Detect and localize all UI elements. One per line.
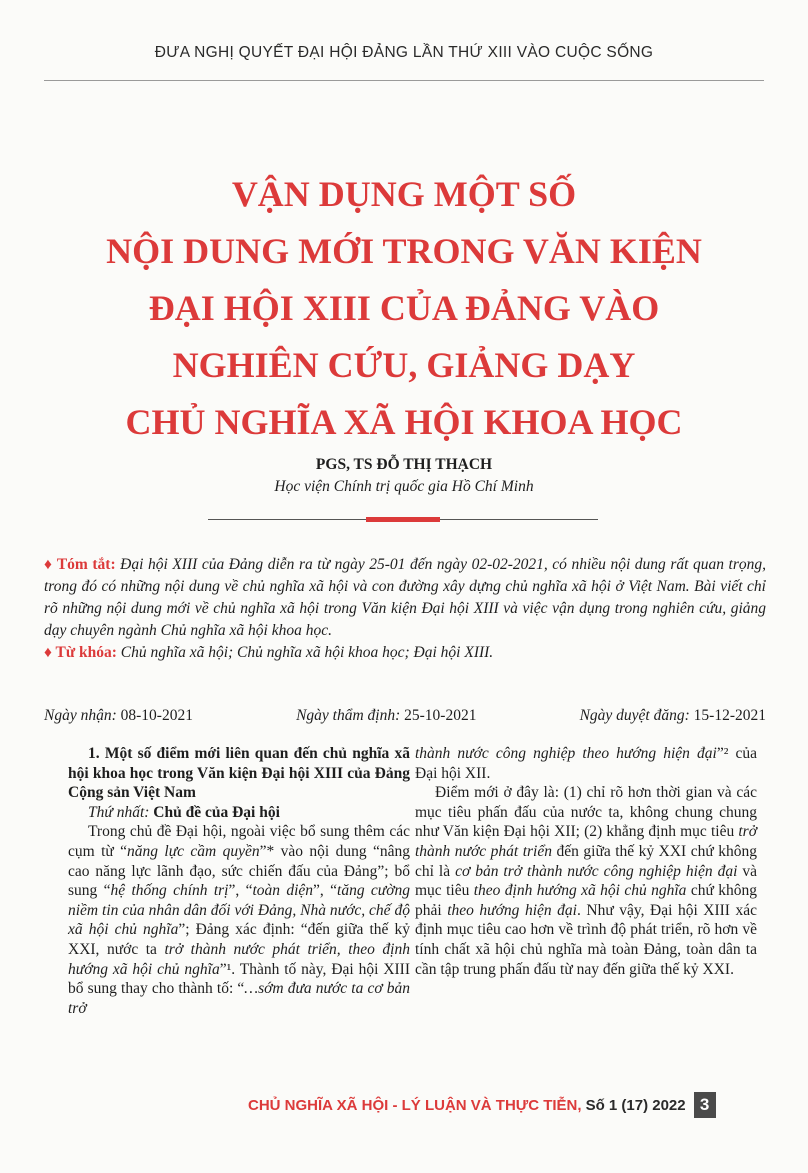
title-line: NỘI DUNG MỚI TRONG VĂN KIỆN — [106, 231, 702, 271]
title-line: NGHIÊN CỨU, GIẢNG DẠY — [172, 345, 636, 385]
accepted-date: Ngày duyệt đăng: 15-12-2021 — [579, 707, 766, 724]
page-number-badge: 3 — [694, 1092, 716, 1118]
abstract-paragraph — [44, 554, 766, 642]
abstract-text: Đại hội XIII của Đảng diễn ra từ ngày 25-01 đến ngày 02-02-2021, có nhiều nội dung rất quan trọng, trong đó có những nội dung về chủ nghĩa xã hội và con đường xây dựng chủ nghĩa xã hội ở Việt Nam. Bài viết chỉ rõ những nội dung mới về chủ nghĩa xã hội trong Văn kiện Đại hội XIII và việc vận dụng trong nghiên cứu, giảng dạy chuyên ngành Chủ nghĩa xã hội khoa học. — [44, 556, 766, 639]
page-footer — [248, 1092, 716, 1118]
section-heading: 1. Một số điểm mới liên quan đến chủ nghĩa xã hội khoa học trong Văn kiện Đại hội XIII của Đảng Cộng sản Việt Nam — [68, 745, 410, 802]
subsection-heading: Thứ nhất: Chủ đề của Đại hội — [88, 803, 280, 821]
reviewed-date: Ngày thẩm định: 25-10-2021 — [296, 707, 477, 724]
title-line: CHỦ NGHĨA XÃ HỘI KHOA HỌC — [125, 402, 683, 442]
body-column-right — [415, 744, 757, 979]
received-date: Ngày nhận: 08-10-2021 — [44, 707, 193, 724]
running-header: ĐƯA NGHỊ QUYẾT ĐẠI HỘI ĐẢNG LẦN THỨ XIII VÀO CUỘC SỐNG — [154, 44, 654, 61]
body-paragraph: Điểm mới ở đây là: (1) chỉ rõ hơn thời gian và các mục tiêu phấn đấu của nước ta, không chung chung như Văn kiện Đại hội XII; (2) khẳng định mục tiêu trở thành nước phát triển đến giữa thế kỷ XXI chứ không chỉ là cơ bản trở thành nước công nghiệp hiện đại và mục tiêu theo định hướng xã hội chủ nghĩa chứ không phải theo hướng hiện đại. Như vậy, Đại hội XIII xác định mục tiêu cao hơn về trình độ phát triển, rõ hơn về tính chất xã hội chủ nghĩa mà toàn Đảng, toàn dân ta cần tập trung phấn đấu từ nay đến giữa thế kỷ XXI. — [415, 784, 757, 978]
keywords-label: ♦ Từ khóa: — [44, 644, 117, 661]
journal-name: CHỦ NGHĨA XÃ HỘI - LÝ LUẬN VÀ THỰC TIỄN, — [248, 1096, 582, 1114]
body-paragraph: Trong chủ đề Đại hội, ngoài việc bổ sung thêm các cụm từ “năng lực cầm quyền”* vào nội dung “nâng cao năng lực lãnh đạo, sức chiến đấu của Đảng”; bổ sung “hệ thống chính trị”, “toàn diện”, “tăng cường niềm tin của nhân dân đối với Đảng, Nhà nước, chế độ xã hội chủ nghĩa”; Đảng xác định: “đến giữa thế kỷ XXI, nước ta trở thành nước phát triển, theo định hướng xã hội chủ nghĩa”¹. Thành tố này, Đại hội XIII bổ sung thay cho thành tố: “…sớm đưa nước ta cơ bản trở — [68, 823, 411, 1017]
keywords-text: Chủ nghĩa xã hội; Chủ nghĩa xã hội khoa học; Đại hội XIII. — [120, 644, 494, 661]
author-affiliation: Học viện Chính trị quốc gia Hồ Chí Minh — [274, 478, 534, 495]
header-rule — [44, 80, 764, 81]
abstract-block — [44, 554, 766, 664]
article-title — [0, 166, 808, 451]
keywords-paragraph — [44, 642, 766, 664]
article-dates — [44, 707, 766, 725]
separator-accent — [366, 517, 440, 522]
author-name: PGS, TS ĐỖ THỊ THẠCH — [315, 456, 493, 473]
title-line: VẬN DỤNG MỘT SỐ — [231, 174, 577, 214]
body-paragraph: thành nước công nghiệp theo hướng hiện đại”² của Đại hội XII. — [415, 745, 757, 782]
title-line: ĐẠI HỘI XIII CỦA ĐẢNG VÀO — [148, 288, 660, 328]
title-separator — [208, 517, 598, 523]
abstract-label: ♦ Tóm tắt: — [44, 556, 116, 573]
body-column-left — [68, 744, 410, 1018]
issue-number: Số 1 (17) 2022 — [585, 1096, 686, 1114]
